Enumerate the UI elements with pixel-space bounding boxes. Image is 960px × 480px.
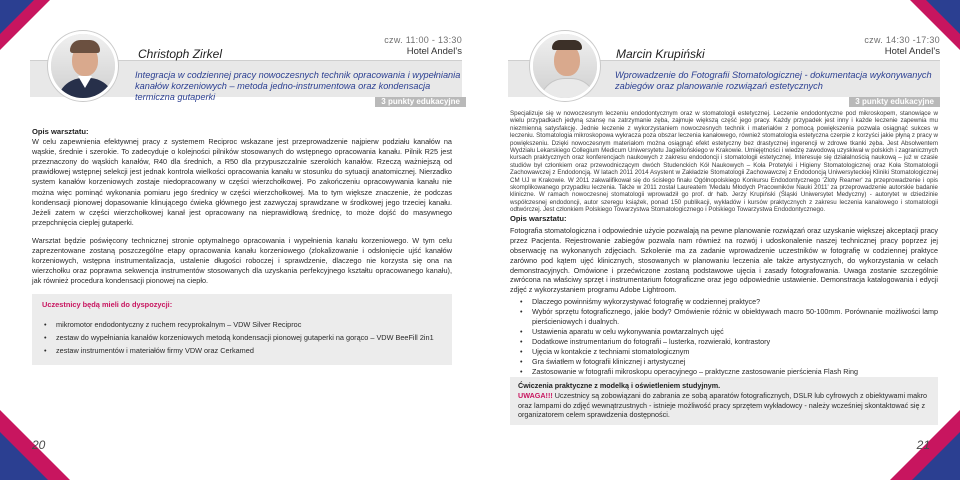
section-title: Opis warsztatu: <box>510 214 567 223</box>
workshop-description <box>32 127 452 365</box>
topic-item: • Zastosowanie w fotografii mikroskopu operacyjnego – praktyczne zastosowanie pierścienia Flash Ring <box>510 367 938 377</box>
description-paragraph: Fotografia stomatologiczna i odpowiednie użycie pozwalają na pewne planowanie rozwiązań oraz uzyskanie większej akceptacji pracy przez Pacjenta. Rejestrowanie zabiegów pozwala nam również na rozwój i udoskonalenie naszej technicznej pracy poprzez jej obserwację na wykonanych zdjęciach. Szkolenie ma za zadanie wprowadzenie uczestników w fotografię w codziennej praktyce zarówno pod kątem ujęć klinicznych, stosowanych w planowaniu leczenia ale także artystycznych, do wykorzystania w celach demonstracyjnych. Omówione i przećwiczone zostaną podstawowe ujęcia i zasady fotografowania. Uwaga zostanie szczególnie zwrócona na właściwy sprzęt i instrumentarium fotograficzne oraz jego odpowiednie ustawienie. Demonstracja katalogowania i edycji zdjęć z wykorzystaniem programu Adobe Lightroom. <box>510 225 938 295</box>
equipment-list <box>42 320 444 356</box>
page-number: 21 <box>916 438 930 452</box>
session-time: czw. 11:00 - 13:30 <box>384 35 462 45</box>
speaker-bio: Specjalizuje się w nowoczesnym leczeniu endodontycznym oraz w stomatologii estetycznej. Leczenie endodontyczne pod mikroskopem, stanowiące w wielu przypadkach jedyną szansę na zatrzymanie zęba, zajmuje większą część jego pracy. Każdy przypadek jest inny i każde leczenie zapewnia mu niezmienną satysfakcję. Jednie leczenie z wykorzystaniem nowoczesnych technik i materiałów z pomocą powiększenia pozwala osiągnąć sukces w leczeniu. Stomatologia mikroskopowa wykracza poza obszar leczenia kanałowego, również stomatologia estetyczna czerpie z korzyści jakie płyną z pracy w powiększeniu. Dzięki nowoczesnym materiałom można osiągnąć efekt estetyczny bez drastycznej ingerencji w zdrowe tkanki zęba. Jest Absolwentem Wydziału Lekarskiego Collegium Medicum Uniwersytetu Jagiellońskiego w Krakowie. Umiejętności i wiedzę zawodową uzyskiwał w polskich i zagranicznych kursach praktycznych oraz konferencjach naukowych z zakresu endodoncji i stomatologii estetycznej. Interesuje się działalnością naukową – już w czasie studiów był członkiem oraz przewodniczącym dwóch Studenckich Kół Naukowych – Koła Protetyki i Higieny Stomatologicznej oraz Koła Stomatologii Zachowawczej z Endodoncją. W latach 2011 2014 Asystent w Zakładzie Stomatologii Zachowawczej z Endodoncją Uniwersyteckiej Kliniki Stomatologicznej CM UJ w Krakowie. W 2011 zakwalifikował się do ścisłego finału Ogólnopolskiego Konkursu Endodontycznego 'Zloty Reamer' za przeprowadzenie i opis skomplikowanego przypadku leczenia. Także w 2011 został Laureatem 'Medalu Młodych Pracowników Nauki 2011' za przeprowadzenie autorskie badanie kliniczne. W ramach nowoczesnej stomatologii wprowadził go prof. dr hab. Jerzy Krupiński (Śląski Uniwersytet Medyczny) - autorytet w dziedzinie współczesnej endodoncji, autor szeregu książek, ponad 150 publikacji, wykładów i kursów praktycznych z zakresu leczenia kanałowego i stomatologii odtwórczej. Jest członkiem Polskiego Towarzystwa Stomatologicznego i Polskiego Towarzystwa Endodontycznego. <box>510 110 938 214</box>
practice-box <box>510 377 938 425</box>
equipment-item: • zestaw do wypełniania kanałów korzeniowych metodą kondensacji pionowej gutaperki na gorąco – VDW BeeFill 2in1 <box>42 333 444 343</box>
right-page <box>480 0 960 480</box>
page-number: 20 <box>32 438 46 452</box>
points-badge <box>849 97 940 107</box>
session-time: czw. 14:30 -17:30 <box>864 35 940 45</box>
workshop-description <box>510 214 938 377</box>
points-label: punkty edukacyjne <box>387 97 460 106</box>
corner-stripe-blue <box>0 0 34 34</box>
topic-item: • Ustawienia aparatu w celu wykonywania powtarzalnych ujęć <box>510 327 938 337</box>
description-paragraph: W celu zapewnienia efektywnej pracy z systemem Reciproc wskazane jest przeprowadzenie najpierw podziału kanałów na wąskie, średnie i szerokie. To zadecyduje o kolejności pilników stosowanych do wstępnego opracowania kanału. Pilnik R25 jest przeznaczony do wąskich kanałów, R40 dla średnich, a R50 dla przypuszczalnie szerokich kanałów. Rzeczą ważniejszą od prawidłowej wstępnej selekcji jest jednak kontrola wielkości opracowania kanału w stosunku do sytuacji anatomicznej. Nierzadko system kanałów korzeniowych zostaje niedopracowany w części wierzchołkowej. Po zakończeniu opracowywania kanału nie można więc pominąć wykonania pomiaru jego średnicy w części wierzchołkowej. Ma to tym większe znaczenie, że podczas kondensacji pionowej dopasowanie klinującego ćwieka głównego jest zazwyczaj sprawdzane w środkowej jego trzeciej kanału. Jeżeli zatem w części wierzchołkowej kanał jest opracowany na nieprawidłową średnicę, to może dojść do masywnego przepchnięcia cieplej gutaperki. <box>32 137 452 227</box>
topic-item: • Dodatkowe instrumentarium do fotografii – lusterka, rozwieraki, kontrastory <box>510 337 938 347</box>
workshop-title: Integracja w codziennej pracy nowoczesnych technik opracowania i wypełniania kanałów korzeniowych – metoda jedno-instrumentowa oraz kondensacja termiczna gutaperki <box>135 70 461 102</box>
practice-note <box>518 391 930 420</box>
points-number: 3 <box>381 97 386 106</box>
topic-list <box>510 297 938 377</box>
topic-item: • Gra światłem w fotografii klinicznej i artystycznej <box>510 357 938 367</box>
speaker-name: Marcin Krupiński <box>616 47 705 61</box>
warning-label: UWAGA!!! <box>518 390 553 400</box>
corner-stripe-blue <box>926 0 960 34</box>
speaker-photo <box>48 31 118 101</box>
speaker-photo <box>530 31 600 101</box>
practice-title: Ćwiczenia praktyczne z modelką i oświetleniem studyjnym. <box>518 381 721 390</box>
topic-item: • Wybór sprzętu fotograficznego, jakie body? Omówienie różnic w obiektywach macro 50-100mm. Porównanie możliwości lamp pierścieniowych i dualnych. <box>510 307 938 327</box>
equipment-item: • mikromotor endodontyczny z ruchem recyprokalnym – VDW Silver Reciproc <box>42 320 444 330</box>
points-badge <box>375 97 466 107</box>
equipment-item: • zestaw instrumentów i materiałów firmy VDW oraz Cerkamed <box>42 346 444 356</box>
workshop-title: Wprowadzenie do Fotografii Stomatologicznej - dokumentacja wykonywanych zabiegów oraz planowanie rozwiązań estetycznych <box>615 70 932 91</box>
points-number: 3 <box>855 97 860 106</box>
section-title: Opis warsztatu: <box>32 127 89 136</box>
points-label: punkty edukacyjne <box>861 97 934 106</box>
session-venue: Hotel Andel’s <box>406 46 462 57</box>
topic-item: • Dlaczego powinniśmy wykorzystywać fotografię w codziennej praktyce? <box>510 297 938 307</box>
session-venue: Hotel Andel’s <box>884 46 940 57</box>
topic-item: • Ujęcia w kontakcie z techniami stomatologicznym <box>510 347 938 357</box>
equipment-box <box>32 294 452 364</box>
description-paragraph: Warsztat będzie poświęcony technicznej stronie optymalnego opracowania i wypełnienia kanału korzeniowego. W tym celu zaprezentowane zostaną poszczególne etapy opracowania kanału korzeniowego (zlokalizowanie i odsłonięcie ujść kanałów korzeniowych, wstępna instrumentalizacja, ustalenie długości roboczej i sprawdzenie, dlaczego nie korzysta się ona na wierzchołku oraz poprawna sekwencja instrumentów stosowanych dla uzyskania perfekcyjnego kształtu opracowanego kanału), jak również procedura kondensacji pionowej na ciepło. <box>32 235 452 286</box>
practice-text: Uczestnicy są zobowiązani do zabrania ze sobą aparatów fotograficznych, DSLR lub cyfrowych z obiektywami makro oraz lampami do zdjęć wewnątrzustnych - istnieje możliwość pracy sprzętem wykładowcy - należy wcześniej skontaktować się z organizatorem celem sprawdzenia dostępności. <box>518 390 928 420</box>
speaker-name: Christoph Zirkel <box>138 47 223 61</box>
equipment-box-title: Uczestnicy będą mieli do dyspozycji: <box>42 300 173 310</box>
